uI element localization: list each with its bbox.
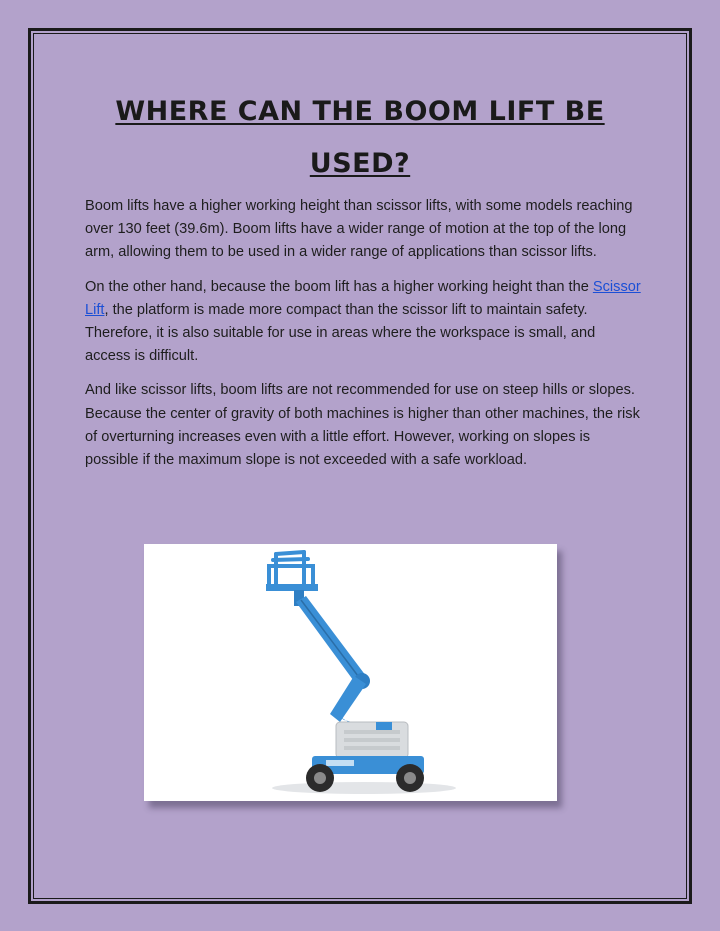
article-body <box>85 195 641 483</box>
paragraph-text-before-link: On the other hand, because the boom lift has a higher working height than the <box>85 278 593 295</box>
paragraph-slopes: And like scissor lifts, boom lifts are not recommended for use on steep hills or slopes. Because the center of gravity of both machines is higher than other machines, the risk of overturning increases even with a little effort. However, working on slopes is possible if the maximum slope is not exceeded with a safe workload. <box>85 382 640 469</box>
paragraph-text-after-link: , the platform is made more compact than the scissor lift to maintain safety. Therefore, it is also suitable for use in areas where the workspace is small, and access is difficult. <box>85 301 596 365</box>
scissor-lift-link[interactable]: Scissor Lift <box>85 278 641 318</box>
boom-lift-illustration <box>144 544 557 801</box>
boom-lift-photo <box>144 544 557 801</box>
paragraph-intro: Boom lifts have a higher working height than scissor lifts, with some models reaching over 130 feet (39.6m). Boom lifts have a wider range of motion at the top of the long arm, allowing them to be used in a wider range of applications than scissor lifts. <box>85 198 633 261</box>
page-title: WHERE CAN THE BOOM LIFT BE USED? <box>115 96 605 179</box>
paragraph-compact-platform <box>85 276 641 369</box>
